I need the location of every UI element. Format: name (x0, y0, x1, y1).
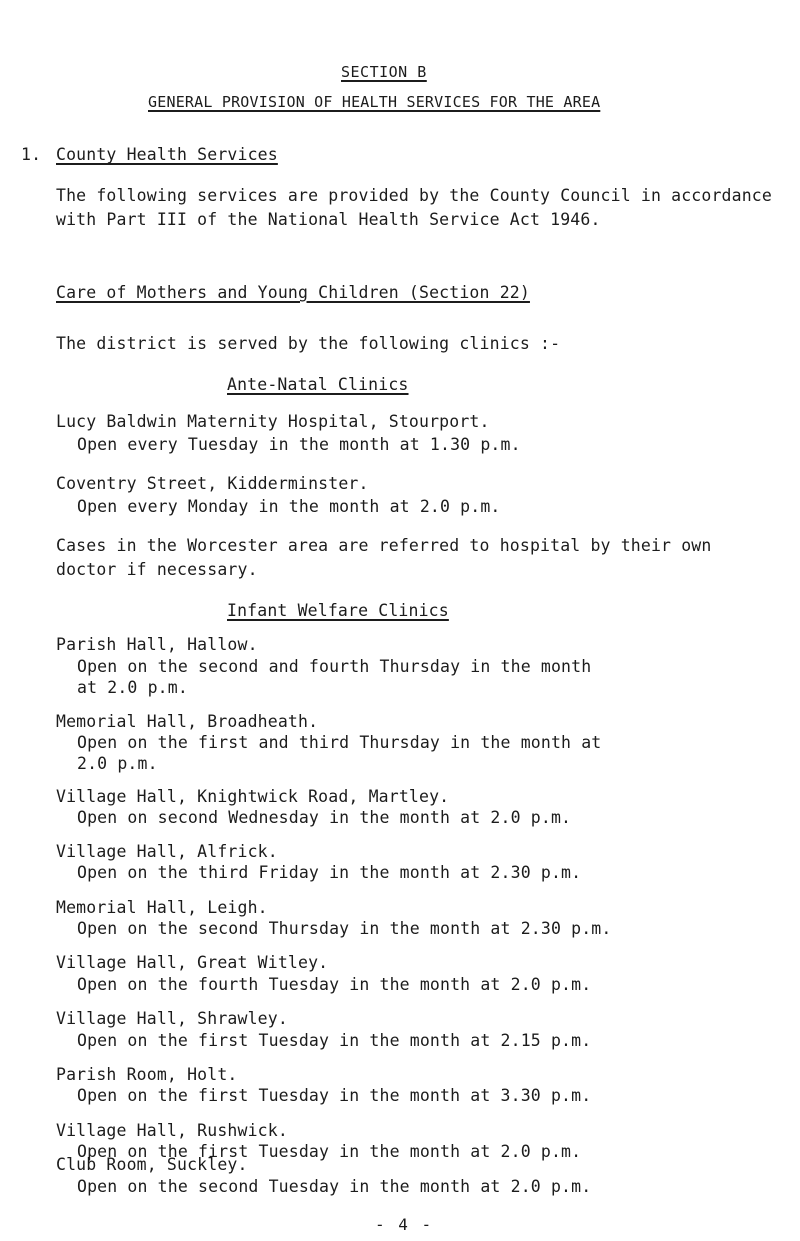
clinic-time: Open every Monday in the month at 2.0 p.m. (77, 497, 501, 516)
antenatal-heading: Ante-Natal Clinics (227, 375, 409, 394)
clinic-place: Village Hall, Great Witley. (56, 953, 329, 973)
clinic-time: Open on the fourth Tuesday in the month at 2.0 p.m. (77, 974, 592, 994)
clinic-place: Village Hall, Rushwick. (56, 1120, 288, 1140)
district-line: The district is served by the following clinics :- (56, 334, 561, 353)
clinic-time: Open on the second Thursday in the month at 2.30 p.m. (77, 919, 612, 938)
clinic-time: Open on the first Tuesday in the month at 3.30 p.m. (77, 1086, 592, 1106)
section-title: SECTION B (341, 63, 427, 81)
clinic-time: Open on the third Friday in the month at 2.30 p.m. (77, 863, 582, 883)
clinic-time: Open on second Wednesday in the month at 2.0 p.m. (77, 808, 572, 828)
clinic-time: Open on the first and third Thursday in the month at (77, 733, 602, 752)
clinic-place: Parish Room, Holt. (56, 1065, 238, 1084)
antenatal-note: Cases in the Worcester area are referred to hospital by their own doctor if necessary. (56, 536, 712, 579)
clinic-time: Open on the first Tuesday in the month at 2.0 p.m. (77, 1142, 582, 1162)
clinic-time: Open on the second Tuesday in the month at 2.0 p.m. (77, 1177, 592, 1196)
clinic-place: Village Hall, Knightwick Road, Martley. (56, 786, 450, 806)
clinic-place: Memorial Hall, Broadheath. (56, 711, 319, 731)
clinic-place: Memorial Hall, Leigh. (56, 897, 268, 917)
section-subtitle: GENERAL PROVISION OF HEALTH SERVICES FOR THE AREA (148, 93, 601, 111)
clinic-place: Parish Hall, Hallow. (56, 635, 258, 655)
clinic-place: Village Hall, Shrawley. (56, 1009, 288, 1029)
clinic-place: Lucy Baldwin Maternity Hospital, Stourport. (56, 412, 490, 431)
clinic-time-cont: at 2.0 p.m. (77, 678, 188, 698)
clinic-time: Open on the second and fourth Thursday in the month (77, 656, 592, 676)
clinic-time-cont: 2.0 p.m. (77, 754, 158, 774)
heading-number: 1. (21, 145, 42, 164)
heading-county-health-services: County Health Services (56, 145, 278, 164)
intro-paragraph: The following services are provided by the County Council in accordance with Part III of the National Health Service Act 1946. (56, 186, 772, 229)
clinic-place: Village Hall, Alfrick. (56, 841, 278, 861)
clinic-place: Coventry Street, Kidderminster. (56, 474, 369, 493)
infant-heading: Infant Welfare Clinics (227, 600, 449, 620)
clinic-time: Open every Tuesday in the month at 1.30 p.m. (77, 435, 521, 454)
care-heading: Care of Mothers and Young Children (Section 22) (56, 283, 530, 302)
page-number: - 4 - (375, 1215, 434, 1234)
clinic-place: Club Room, Suckley. (56, 1155, 248, 1174)
clinic-time: Open on the first Tuesday in the month at 2.15 p.m. (77, 1030, 592, 1050)
